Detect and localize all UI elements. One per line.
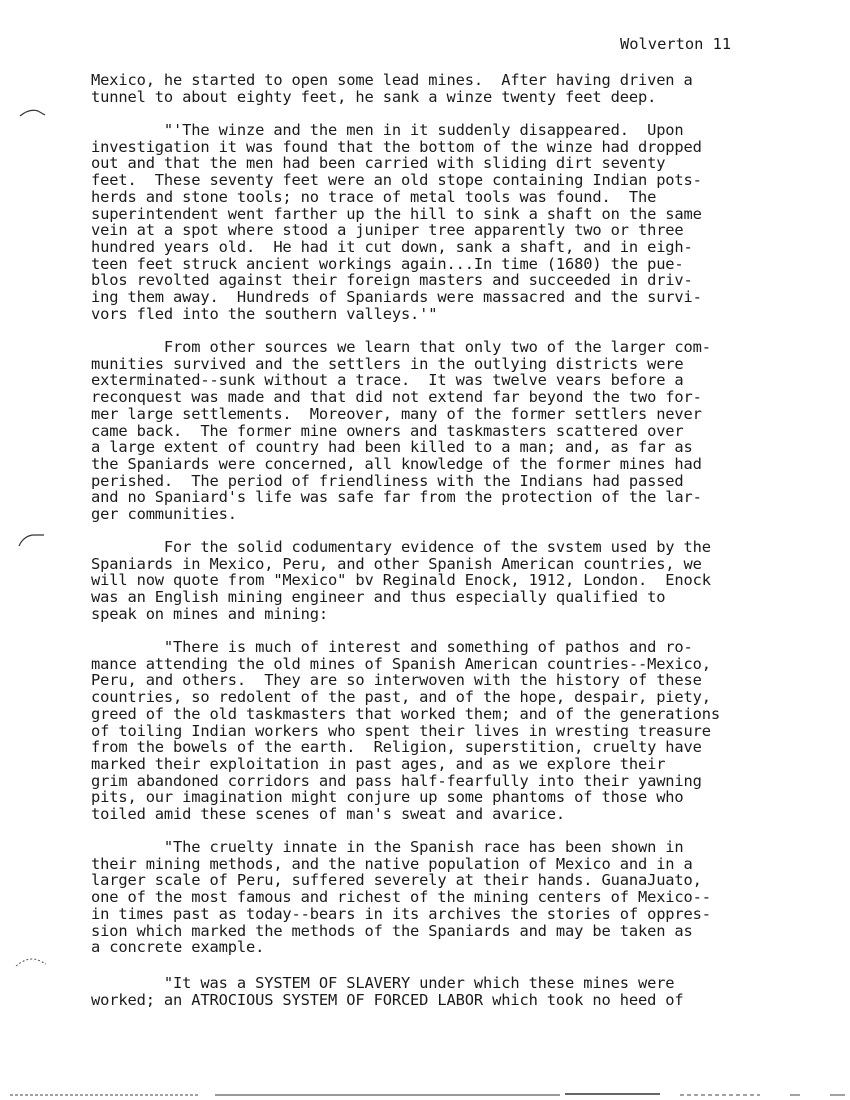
paragraph-enock-quote-cruelty: "The cruelty innate in the Spanish race has been shown in their mining methods, and the native population of Mexico and in a larger scale of Peru, suffered severely at their hands. GuanaJuato, one of the most famous and richest of the mining centers of Mexico-- in times past as today--bears in its archives the stories of oppres- sion which marked the methods of the Spaniards and may be taken as a concrete example. <box>91 838 711 957</box>
margin-mark <box>14 955 48 969</box>
margin-mark <box>16 530 46 550</box>
margin-mark <box>18 106 48 120</box>
paragraph-other-sources: From other sources we learn that only two of the larger com- munities survived and the settlers in the outlying districts were exterminated--sunk without a trace. It was twelve vears before a reconquest was made and that did not extend far beyond the two for- mer large settlements. Moreover, many of the former settlers never came back. The former mine owners and taskmasters scattered over a large extent of country had been killed to a man; and, as far as the Spaniards were concerned, all knowledge of the former mines had perished. The period of friendliness with the Indians had passed and no Spaniard's life was safe far from the protection of the lar- ger communities. <box>91 338 711 524</box>
paragraph-documentary-evidence: For the solid codumentary evidence of the svstem used by the Spaniards in Mexico, Peru, and other Spanish American countries, we will now quote from "Mexico" bv Reginald Enock, 1912, London. Enock was an English mining engineer and thus especially qualified to speak on mines and mining: <box>91 538 711 623</box>
paragraph-winze-quote: "'The winze and the men in it suddenly disappeared. Upon investigation it was found that the bottom of the winze had dropped out and that the men had been carried with sliding dirt seventy feet. These seventy feet were an old stope containing Indian pots- herds and stone tools; no trace of metal tools was found. The superintendent went farther up the hill to sink a shaft on the same vein at a spot where stood a juniper tree apparently two or three hundred years old. He had it cut down, sank a shaft, and in eigh- teen feet struck ancient workings again...In time (1680) the pue- blos revolted against their foreign masters and succeeded in driv- ing them away. Hundreds of Spaniards were massacred and the survi- vors fled into the southern valleys.'" <box>91 121 702 323</box>
paragraph-enock-quote-old-mines: "There is much of interest and something of pathos and ro- mance attending the old mines of Spanish American countries--Mexico, Peru, and others. They are so interwoven with the history of these countries, so redolent of the past, and of the hope, despair, piety, greed of the old taskmasters that worked them; and of the generations of toiling Indian workers who spent their lives in wresting treasure from the bowels of the earth. Religion, superstition, cruelty have marked their exploitation in past ages, and as we explore their grim abandoned corridors and pass half-fearfully into their yawning pits, our imagination might conjure up some phantoms of those who toiled amid these scenes of man's sweat and avarice. <box>91 638 721 824</box>
scan-bottom-edge <box>0 1092 850 1100</box>
page-number-header: Wolverton 11 <box>620 35 732 53</box>
paragraph-system-of-slavery: "It was a SYSTEM OF SLAVERY under which these mines were worked; an ATROCIOUS SYSTEM OF FORCED LABOR which took no heed of <box>91 974 684 1009</box>
paragraph-lead-mines: Mexico, he started to open some lead mines. After having driven a tunnel to about eighty feet, he sank a winze twenty feet deep. <box>91 71 693 106</box>
